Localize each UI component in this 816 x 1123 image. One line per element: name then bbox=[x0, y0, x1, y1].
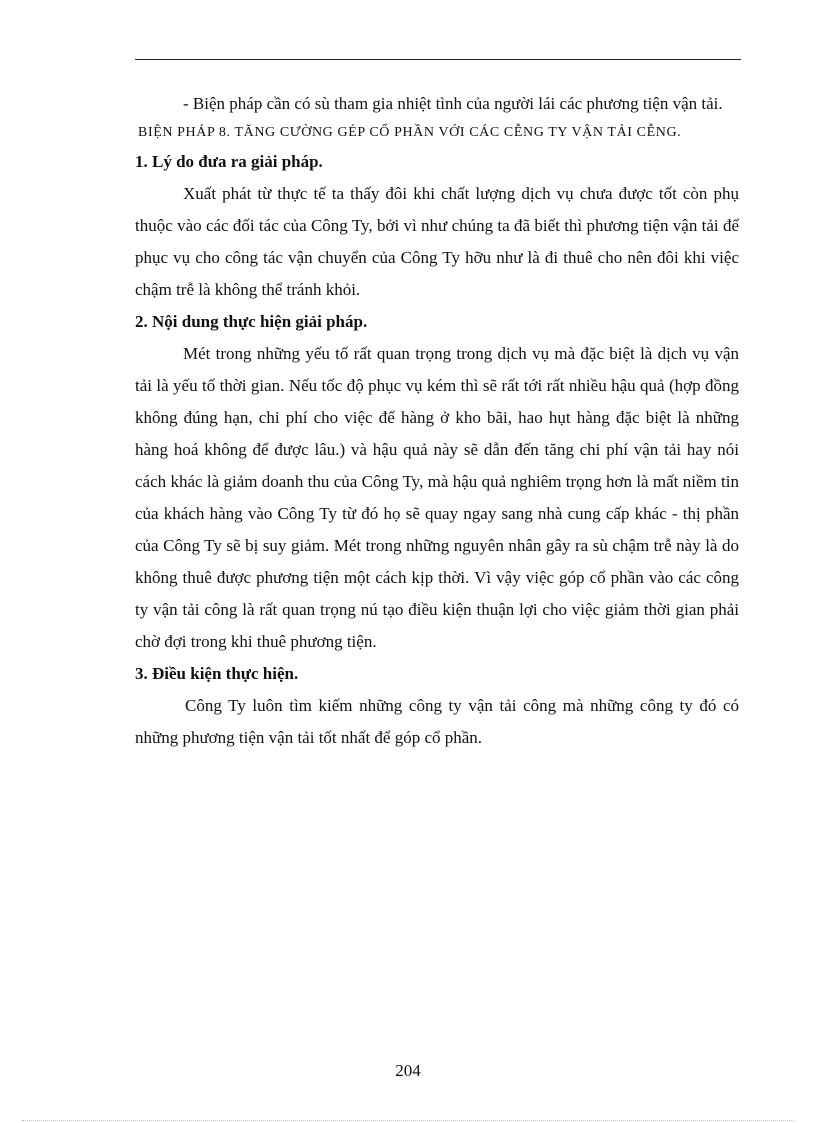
heading-content: 2. Nội dung thực hiện giải pháp. bbox=[135, 312, 368, 331]
page-number: 204 bbox=[395, 1061, 421, 1080]
paragraph-reason: Xuất phát từ thực tế ta thấy đôi khi chất lượng dịch vụ chưa được tốt còn phụ thuộc vào các đối tác của Công Ty, bởi vì như chúng ta đã biết thì phương tiện vận tải để phục vụ cho công tác vận chuyển của Công Ty hỡu như là đi thuê cho nên đôi khi việc chậm trễ là không thể tránh khỏi. bbox=[135, 184, 739, 299]
paragraph-conditions: Công Ty luôn tìm kiếm những công ty vận tải công mà những công ty đó có những phương tiện vận tải tốt nhất để góp cổ phần. bbox=[135, 696, 739, 747]
section-title-measure-8: BIỆN PHÁP 8. TĂNG CƯỜNG GÉP CỔ PHẦN VỚI CÁC CỄNG TY VẬN TẢI CỄNG. bbox=[138, 125, 682, 140]
paragraph-content: Mét trong những yếu tố rất quan trọng trong dịch vụ mà đặc biệt là dịch vụ vận tải là yếu tố thời gian. Nếu tốc độ phục vụ kém thì sẽ rất tới rất nhiều hậu quả (hợp đồng không đúng hạn, chi phí cho việc để hàng ở kho bãi, hao hụt hàng đặc biệt là những hàng hoá không để được lâu.) và hậu quả này sẽ dẫn đến tăng chi phí vận tải hay nói cách khác là giảm doanh thu của Công Ty, mà hậu quả nghiêm trọng hơn là mất niềm tin của khách hàng vào Công Ty từ đó họ sẽ quay ngay sang nhà cung cấp khác - thị phần của Công Ty sẽ bị suy giảm. Mét trong những nguyên nhân gây ra sù chậm trễ này là do không thuê được phương tiện một cách kịp thời. Vì vậy việc góp cổ phần vào các công ty vận tải công là rất quan trọng nú tạo điều kiện thuận lợi cho việc giảm thời gian phải chờ đợi trong khi thuê phương tiện. bbox=[135, 344, 739, 651]
heading-reason: 1. Lý do đưa ra giải pháp. bbox=[135, 152, 323, 171]
header-rule bbox=[135, 59, 741, 60]
page-body bbox=[135, 88, 739, 754]
footer-dotted-rule bbox=[22, 1120, 794, 1121]
heading-conditions: 3. Điều kiện thực hiện. bbox=[135, 664, 299, 683]
paragraph-driver-participation: - Biện pháp cần có sù tham gia nhiệt tình của người lái các phương tiện vận tải. bbox=[183, 94, 723, 113]
